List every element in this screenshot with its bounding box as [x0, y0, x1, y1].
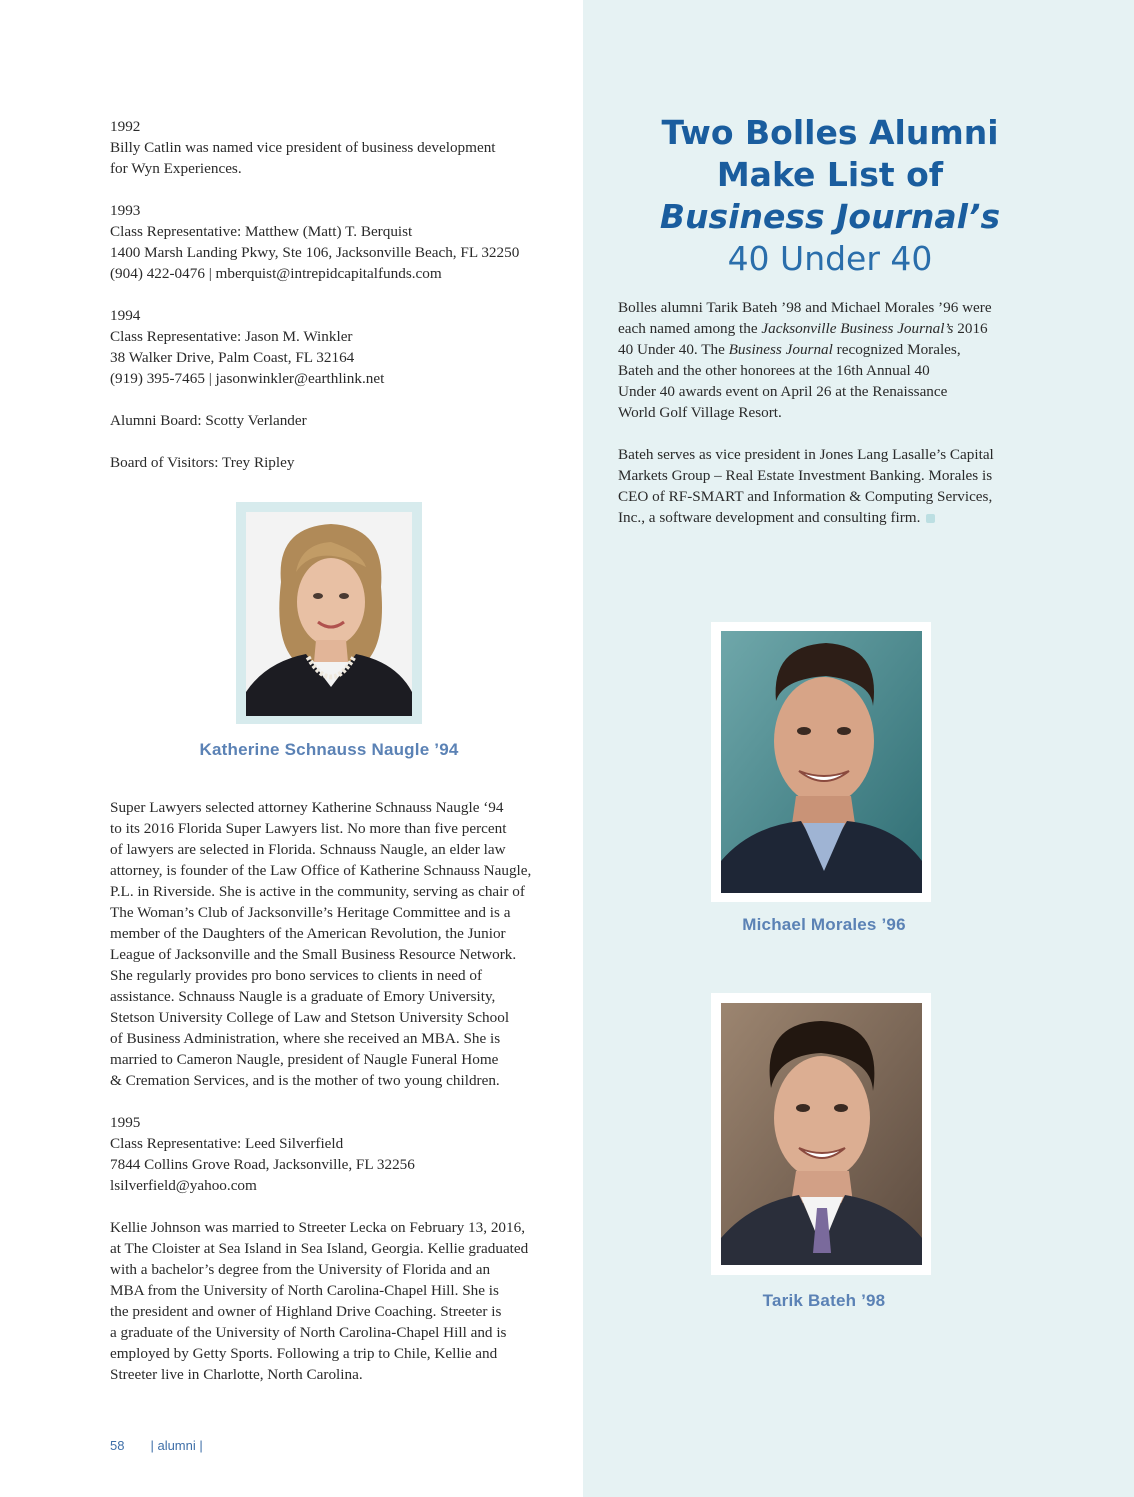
article-headline	[620, 112, 1040, 280]
text-line: She regularly provides pro bono services to clients in need of	[110, 967, 482, 984]
address: 38 Walker Drive, Palm Coast, FL 32164	[110, 349, 355, 366]
text-line: Inc., a software development and consulting firm.	[618, 509, 921, 526]
text-line: The Woman’s Club of Jacksonville’s Heritage Committee and is a	[110, 904, 511, 921]
text-line: Super Lawyers selected attorney Katherine Schnauss Naugle ‘94	[110, 799, 504, 816]
text-line: Markets Group – Real Estate Investment Banking. Morales is	[618, 467, 993, 484]
text-line: of Business Administration, where she received an MBA. She is	[110, 1030, 501, 1047]
class-1995	[110, 1112, 560, 1196]
text-line: MBA from the University of North Carolina-Chapel Hill. She is	[110, 1282, 499, 1299]
publication-name: Business Journal	[728, 341, 833, 358]
morales-photo-frame	[711, 622, 931, 902]
alumni-board	[110, 410, 560, 431]
text-line: employed by Getty Sports. Following a trip to Chile, Kellie and	[110, 1345, 498, 1362]
end-mark-icon	[926, 514, 935, 523]
text-line: member of the Daughters of the American Revolution, the Junior	[110, 925, 506, 942]
text-line: Bolles alumni Tarik Bateh ’98 and Michael Morales ’96 were	[618, 299, 992, 316]
publication-name: Jacksonville Business Journal’s	[761, 320, 954, 337]
headline-line: Business Journal’s	[659, 197, 1001, 236]
naugle-portrait	[246, 512, 412, 716]
text-line: of lawyers are selected in Florida. Schnauss Naugle, an elder law	[110, 841, 506, 858]
year-heading: 1995	[110, 1114, 141, 1131]
board-of-visitors-text: Board of Visitors: Trey Ripley	[110, 454, 295, 471]
class-1992	[110, 116, 560, 179]
johnson-article	[110, 1217, 560, 1385]
alumni-board-text: Alumni Board: Scotty Verlander	[110, 412, 307, 429]
naugle-photo-frame	[236, 502, 422, 724]
text-segment: recognized Morales,	[832, 341, 961, 358]
text-line: Streeter live in Charlotte, North Carolina.	[110, 1366, 363, 1383]
page-footer	[110, 1438, 229, 1453]
article-body	[618, 297, 1018, 549]
address: 1400 Marsh Landing Pkwy, Ste 106, Jacksonville Beach, FL 32250	[110, 244, 520, 261]
naugle-caption: Katherine Schnauss Naugle ’94	[199, 740, 459, 759]
text-line: the president and owner of Highland Drive Coaching. Streeter is	[110, 1303, 502, 1320]
text-segment: 2016	[953, 320, 988, 337]
text-line: Under 40 awards event on April 26 at the Renaissance	[618, 383, 948, 400]
headline-line: Make List of	[716, 155, 944, 194]
note-line: Billy Catlin was named vice president of business development	[110, 139, 496, 156]
bateh-caption: Tarik Bateh ’98	[762, 1291, 886, 1310]
text-segment: each named among the	[618, 320, 762, 337]
morales-caption: Michael Morales ’96	[742, 915, 906, 934]
naugle-article	[110, 797, 560, 1385]
text-line: World Golf Village Resort.	[618, 404, 782, 421]
text-line: P.L. in Riverside. She is active in the community, serving as chair of	[110, 883, 525, 900]
class-1994	[110, 305, 560, 389]
morales-portrait	[721, 631, 922, 893]
text-line: Stetson University College of Law and Stetson University School	[110, 1009, 510, 1026]
bateh-portrait	[721, 1003, 922, 1265]
text-line: & Cremation Services, and is the mother of two young children.	[110, 1072, 500, 1089]
class-representative: Class Representative: Leed Silverfield	[110, 1135, 344, 1152]
text-line: at The Cloister at Sea Island in Sea Island, Georgia. Kellie graduated	[110, 1240, 529, 1257]
text-line: married to Cameron Naugle, president of Naugle Funeral Home	[110, 1051, 499, 1068]
note-line: for Wyn Experiences.	[110, 160, 242, 177]
text-line: attorney, is founder of the Law Office of Katherine Schnauss Naugle,	[110, 862, 532, 879]
class-representative: Class Representative: Matthew (Matt) T. Berquist	[110, 223, 413, 240]
address: 7844 Collins Grove Road, Jacksonville, FL 32256	[110, 1156, 415, 1173]
text-line: Bateh serves as vice president in Jones Lang Lasalle’s Capital	[618, 446, 994, 463]
headline-line: Two Bolles Alumni	[661, 113, 999, 152]
text-line: a graduate of the University of North Carolina-Chapel Hill and is	[110, 1324, 507, 1341]
class-1993	[110, 200, 560, 284]
section-label: | alumni |	[150, 1438, 203, 1453]
text-line: CEO of RF-SMART and Information & Computing Services,	[618, 488, 993, 505]
year-heading: 1993	[110, 202, 141, 219]
class-notes-column	[110, 116, 560, 494]
paragraph	[618, 444, 1018, 528]
paragraph	[618, 297, 1018, 423]
text-line: Kellie Johnson was married to Streeter Lecka on February 13, 2016,	[110, 1219, 526, 1236]
text-line: with a bachelor’s degree from the University of Florida and an	[110, 1261, 491, 1278]
year-heading: 1992	[110, 118, 141, 135]
headline-line: 40 Under 40	[727, 239, 933, 278]
email: lsilverfield@yahoo.com	[110, 1177, 257, 1194]
text-line: to its 2016 Florida Super Lawyers list. No more than five percent	[110, 820, 507, 837]
text-line: League of Jacksonville and the Small Business Resource Network.	[110, 946, 517, 963]
board-of-visitors	[110, 452, 560, 473]
bateh-photo-frame	[711, 993, 931, 1275]
text-line: Bateh and the other honorees at the 16th Annual 40	[618, 362, 930, 379]
text-segment: 40 Under 40. The	[618, 341, 729, 358]
contact-info: (919) 395-7465 | jasonwinkler@earthlink.net	[110, 370, 385, 387]
text-line: assistance. Schnauss Naugle is a graduate of Emory University,	[110, 988, 496, 1005]
contact-info: (904) 422-0476 | mberquist@intrepidcapitalfunds.com	[110, 265, 442, 282]
page-number: 58	[110, 1438, 125, 1453]
year-heading: 1994	[110, 307, 141, 324]
class-representative: Class Representative: Jason M. Winkler	[110, 328, 353, 345]
